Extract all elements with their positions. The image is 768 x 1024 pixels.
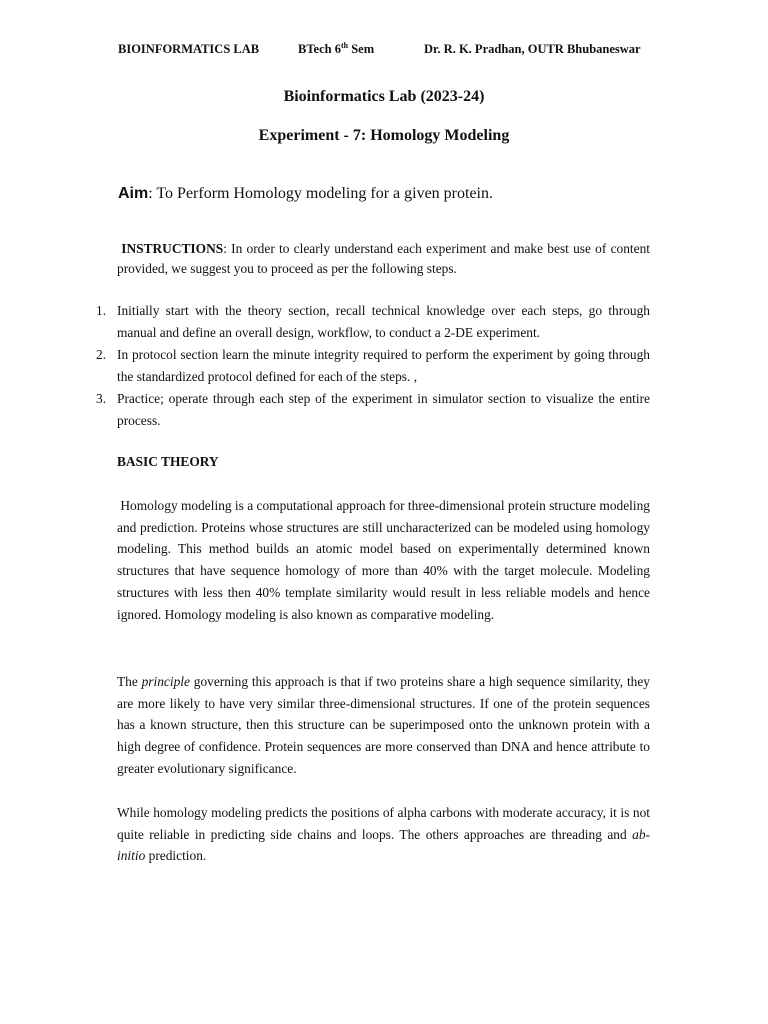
header-lab-name: BIOINFORMATICS LAB	[118, 42, 260, 56]
list-item-text: Practice; operate through each step of the experiment in simulator section to visualize the entire process.	[117, 391, 650, 428]
list-item	[96, 344, 650, 388]
header-semester	[298, 42, 374, 57]
aim-line	[118, 185, 493, 203]
instructions-paragraph	[117, 239, 650, 278]
list-item	[96, 300, 650, 344]
list-item-text: In protocol section learn the minute integrity required to perform the experiment by going through the standardized protocol defined for each of the steps. ,	[117, 347, 650, 384]
theory-paragraph-2-rest: governing this approach is that if two proteins share a high sequence similarity, they are more likely to have very similar three-dimensional structures. If one of the protein sequences has a known structure, then this structure can be superimposed onto the unknown protein with a high degree of confidence. Protein sequences are more conserved than DNA and hence attribute to greater evolutionary significance.	[117, 674, 650, 776]
ab-initio-term: ab- initio	[117, 826, 650, 864]
theory-paragraph-2-start: The	[117, 674, 142, 689]
theory-paragraph-3	[117, 802, 650, 867]
experiment-title: Experiment - 7: Homology Modeling	[258, 127, 510, 144]
aim-label: Aim	[118, 185, 149, 202]
list-item-number: 3.	[96, 391, 107, 406]
theory-paragraph-1	[117, 495, 650, 625]
header-semester-sup: th	[340, 40, 349, 50]
lab-title: Bioinformatics Lab (2023-24)	[283, 88, 485, 105]
theory-paragraph-3-start: While homology modeling predicts the positions of alpha carbons with moderate accuracy, it is not quite reliable in predicting side chains and loops. The others approaches are threading and	[117, 805, 650, 842]
principle-term: principle	[141, 674, 190, 689]
list-item-number: 2.	[96, 347, 107, 362]
steps-list	[96, 300, 650, 432]
list-item-text: Initially start with the theory section, recall technical knowledge over each steps, go through manual and define an overall design, workflow, to conduct a 2-DE experiment.	[117, 303, 650, 340]
theory-paragraph-2	[117, 671, 650, 780]
list-item	[96, 388, 650, 432]
header-author: Dr. R. K. Pradhan, OUTR Bhubaneswar	[424, 42, 641, 56]
aim-text: : To Perform Homology modeling for a given protein.	[148, 185, 493, 202]
instructions-text: : In order to clearly understand each experiment and make best use of content provided, we suggest you to proceed as per the following steps.	[117, 241, 650, 276]
instructions-label: INSTRUCTIONS	[121, 241, 224, 256]
list-item-number: 1.	[96, 303, 107, 318]
theory-paragraph-1-text: Homology modeling is a computational approach for three-dimensional protein structure modeling and prediction. Proteins whose structures are still uncharacterized can be modeled using homology modeling. This method builds an atomic model based on experimentally determined known structures that have sequence homology of more than 40% with the target molecule. Modeling structures with less then 40% template similarity would result in less reliable models and hence ignored. Homology modeling is also known as comparative modeling.	[117, 498, 650, 622]
basic-theory-heading: BASIC THEORY	[117, 454, 219, 469]
header-semester-prefix: BTech 6	[298, 42, 341, 56]
theory-paragraph-3-rest: prediction.	[145, 848, 207, 864]
header-semester-suffix: Sem	[348, 42, 375, 56]
